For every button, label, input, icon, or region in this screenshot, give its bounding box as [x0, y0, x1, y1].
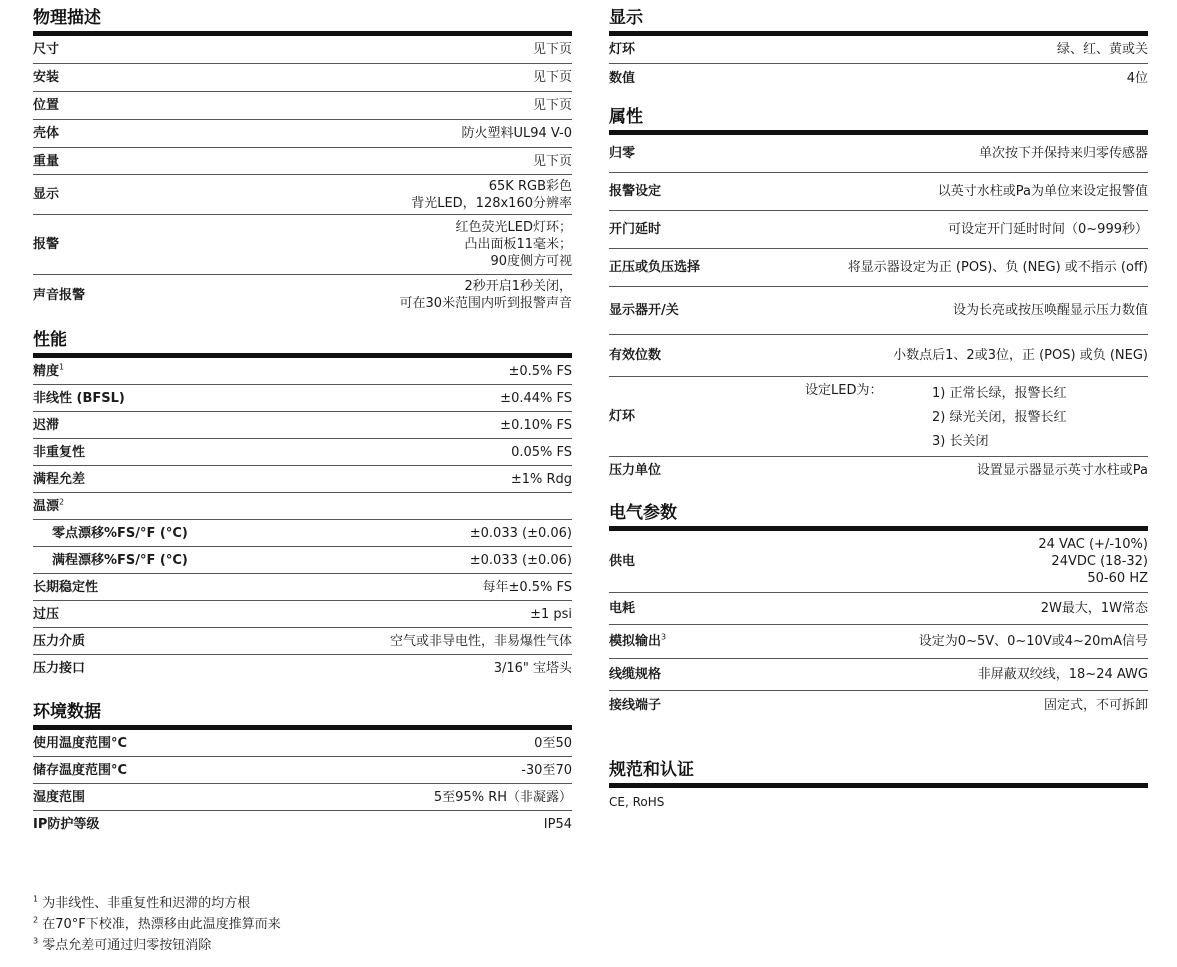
led-ring-options: [932, 382, 1066, 454]
performance-section: [33, 330, 572, 682]
spec-row: [609, 593, 1148, 625]
spec-label: 压力介质: [33, 633, 86, 649]
spec-value: 单次按下并保持来归零传感器: [978, 146, 1148, 161]
electrical-section: [609, 503, 1148, 719]
section-title: 环境数据: [33, 702, 572, 730]
spec-value-line: 65K RGB彩色: [488, 178, 572, 194]
section-title: 规范和认证: [609, 760, 1148, 788]
spec-row: [33, 36, 572, 64]
physical-section: [33, 8, 572, 315]
spec-label: 开门延时: [609, 222, 662, 237]
spec-row: [33, 385, 572, 412]
spec-row: [609, 457, 1148, 483]
spec-value-line: 50-60 HZ: [1087, 571, 1148, 586]
spec-row: [33, 148, 572, 175]
spec-value: ±1 psi: [530, 606, 572, 622]
led-ring-prefix: 设定LED为：: [805, 383, 883, 398]
spec-label: 安装: [33, 70, 60, 85]
spec-row: [33, 811, 572, 838]
spec-label-text: 模拟输出: [609, 634, 662, 649]
spec-value-line: 24VDC (18-32): [1051, 554, 1148, 569]
spec-label: 归零: [609, 146, 636, 161]
spec-value: ±0.033 (±0.06): [469, 525, 572, 541]
section-title: 物理描述: [33, 8, 572, 36]
spec-row: [609, 691, 1148, 719]
spec-value-line: 凸出面板11毫米；: [464, 237, 572, 252]
spec-row: [33, 412, 572, 439]
spec-label: 壳体: [33, 126, 60, 141]
spec-label: [33, 498, 64, 515]
spec-row: [33, 64, 572, 92]
spec-value: 见下页: [532, 153, 572, 169]
section-title: 显示: [609, 8, 1148, 36]
spec-label: 数值: [609, 70, 636, 86]
spec-value: 0至50: [534, 735, 572, 751]
spec-label: [33, 363, 64, 380]
spec-label: 过压: [33, 606, 60, 622]
footnote: [33, 935, 281, 956]
spec-row: [33, 493, 572, 520]
spec-row: [609, 335, 1148, 377]
spec-label: 零点漂移%FS/°F (°C): [52, 525, 188, 541]
spec-label: 显示器开/关: [609, 303, 679, 318]
spec-row: [33, 358, 572, 385]
spec-row: [33, 730, 572, 757]
spec-value: ±0.033 (±0.06): [469, 552, 572, 568]
spec-value: 设为长亮或按压唤醒显示压力数值: [952, 303, 1148, 318]
section-title: 性能: [33, 330, 572, 358]
spec-label: 有效位数: [609, 348, 662, 363]
spec-label: 长期稳定性: [33, 579, 99, 595]
spec-row: [33, 757, 572, 784]
spec-value: 0.05% FS: [511, 444, 572, 460]
spec-row: [33, 215, 572, 275]
spec-value: 防火塑料UL94 V-0: [461, 126, 572, 141]
spec-value-line: 24 VAC (+/-10%): [1038, 537, 1148, 552]
led-ring-row: [609, 377, 1148, 457]
spec-row: [33, 520, 572, 547]
spec-label: 显示: [33, 187, 60, 202]
spec-value: 固定式，不可拆卸: [1043, 697, 1148, 713]
spec-row: [609, 36, 1148, 64]
spec-value: 设置显示器显示英寸水柱或Pa: [976, 462, 1148, 478]
spec-label: 尺寸: [33, 42, 60, 57]
spec-label: 报警: [33, 237, 60, 252]
spec-label: 位置: [33, 98, 60, 113]
spec-label-text: 温漂: [33, 498, 60, 514]
spec-label: 使用温度范围°C: [33, 735, 128, 751]
footnote: [33, 893, 281, 914]
display-section: [609, 8, 1148, 92]
spec-row: [609, 287, 1148, 335]
spec-row: [609, 173, 1148, 211]
spec-value: 非屏蔽双绞线，18~24 AWG: [977, 667, 1148, 682]
spec-label: 满程漂移%FS/°F (°C): [52, 552, 188, 568]
spec-label: IP防护等级: [33, 817, 100, 832]
led-ring-option: 3) 长关闭: [932, 434, 989, 449]
spec-label: 压力单位: [609, 462, 662, 478]
spec-label: 报警设定: [609, 184, 662, 199]
spec-row: [33, 784, 572, 811]
spec-label: 压力接口: [33, 661, 86, 676]
spec-value: ±0.44% FS: [500, 390, 572, 406]
footnote-text: 零点允差可通过归零按钮消除: [42, 938, 212, 953]
spec-value-line: 背光LED，128x160分辨率: [411, 195, 572, 211]
spec-value: [456, 219, 572, 270]
spec-value: [1038, 536, 1148, 587]
spec-label: 正压或负压选择: [609, 260, 701, 275]
spec-row: [609, 531, 1148, 593]
spec-label: 灯环: [609, 409, 636, 424]
footnote: [33, 914, 281, 935]
spec-value: 以英寸水柱或Pa为单位来设定报警值: [937, 184, 1148, 199]
spec-row: [33, 655, 572, 682]
spec-value: ±1% Rdg: [510, 471, 572, 487]
spec-row: [609, 135, 1148, 173]
spec-value: [411, 178, 572, 212]
left-column: [33, 8, 572, 838]
right-column: [609, 8, 1148, 809]
footnote-number: 2: [33, 915, 39, 925]
spec-value-line: 2秒开启1秒关闭，: [464, 279, 572, 294]
spec-label: 非重复性: [33, 444, 86, 460]
spec-value-line: 90度侧方可视: [490, 254, 572, 269]
section-title: 电气参数: [609, 503, 1148, 531]
spec-value: 4位: [1126, 70, 1148, 86]
spec-value: 将显示器设定为正 (POS)、负 (NEG) 或不指示 (off): [847, 260, 1148, 275]
spec-row: [33, 601, 572, 628]
spec-label: 储存温度范围°C: [33, 762, 128, 778]
section-title: 属性: [609, 107, 1148, 135]
spec-row: [609, 625, 1148, 659]
spec-value-line: 可在30米范围内听到报警声音: [399, 296, 572, 311]
spec-label-text: 精度: [33, 363, 60, 379]
spec-value: 见下页: [532, 70, 572, 85]
spec-label: 声音报警: [33, 287, 86, 303]
spec-label: 非线性 (BFSL): [33, 390, 125, 406]
spec-row: [609, 64, 1148, 92]
spec-row: [33, 547, 572, 574]
spec-row: [33, 628, 572, 655]
spec-row: [33, 466, 572, 493]
spec-value: 3/16" 宝塔头: [493, 661, 572, 676]
spec-value: 2W最大，1W常态: [1040, 601, 1148, 616]
spec-value: ±0.10% FS: [500, 417, 572, 433]
spec-row: [33, 574, 572, 601]
footnote-text: 在70°F下校准，热漂移由此温度推算而来: [42, 917, 281, 932]
spec-label: [609, 633, 666, 650]
led-ring-option: 1) 正常长绿，报警长红: [932, 386, 1067, 401]
spec-value: 绿、红、黄或关: [1056, 42, 1148, 57]
spec-value: 5至95% RH（非凝露）: [433, 789, 572, 805]
footnote-number: 3: [33, 936, 39, 946]
spec-label: 接线端子: [609, 697, 662, 713]
footnote-text: 为非线性、非重复性和迟滞的均方根: [42, 896, 251, 911]
spec-label: 重量: [33, 153, 60, 169]
footnote-ref: 3: [661, 632, 667, 642]
certification-section: [609, 760, 1148, 809]
footnotes: [33, 893, 281, 956]
attributes-section: [609, 107, 1148, 483]
spec-value: 可设定开门延时时间（0~999秒）: [948, 222, 1148, 237]
footnote-ref: 2: [59, 497, 65, 507]
spec-row: [33, 120, 572, 148]
spec-value: IP54: [543, 817, 572, 832]
spec-row: [609, 659, 1148, 691]
spec-label: 灯环: [609, 42, 636, 57]
environment-section: [33, 702, 572, 838]
spec-row: [33, 439, 572, 466]
spec-value: [399, 278, 572, 312]
footnote-number: 1: [33, 894, 39, 904]
spec-label: 线缆规格: [609, 667, 662, 682]
led-ring-option: 2) 绿光关闭，报警长红: [932, 410, 1067, 425]
spec-value: 见下页: [532, 98, 572, 113]
spec-row: [609, 249, 1148, 287]
footnote-ref: 1: [59, 362, 65, 372]
spec-value: 设定为0~5V、0~10V或4~20mA信号: [918, 634, 1148, 649]
spec-value: 每年±0.5% FS: [482, 579, 572, 595]
certification-text: CE, RoHS: [609, 795, 665, 809]
spec-value-line: 红色荧光LED灯环；: [455, 220, 572, 235]
spec-row: [33, 92, 572, 120]
spec-row: [609, 211, 1148, 249]
spec-value: 见下页: [532, 42, 572, 57]
led-ring-settings: [635, 377, 1148, 456]
spec-value: -30至70: [521, 762, 572, 778]
spec-value: 小数点后1、2或3位，正 (POS) 或负 (NEG): [893, 348, 1148, 363]
spec-label: 湿度范围: [33, 789, 86, 805]
spec-value: ±0.5% FS: [508, 363, 572, 379]
spec-label: 供电: [609, 554, 636, 569]
spec-label: 满程允差: [33, 471, 86, 487]
spec-value: 空气或非导电性，非易爆性气体: [389, 633, 572, 649]
spec-row: [33, 275, 572, 315]
spec-label: 迟滞: [33, 417, 60, 433]
spec-row: [33, 175, 572, 215]
spec-label: 电耗: [609, 601, 636, 616]
